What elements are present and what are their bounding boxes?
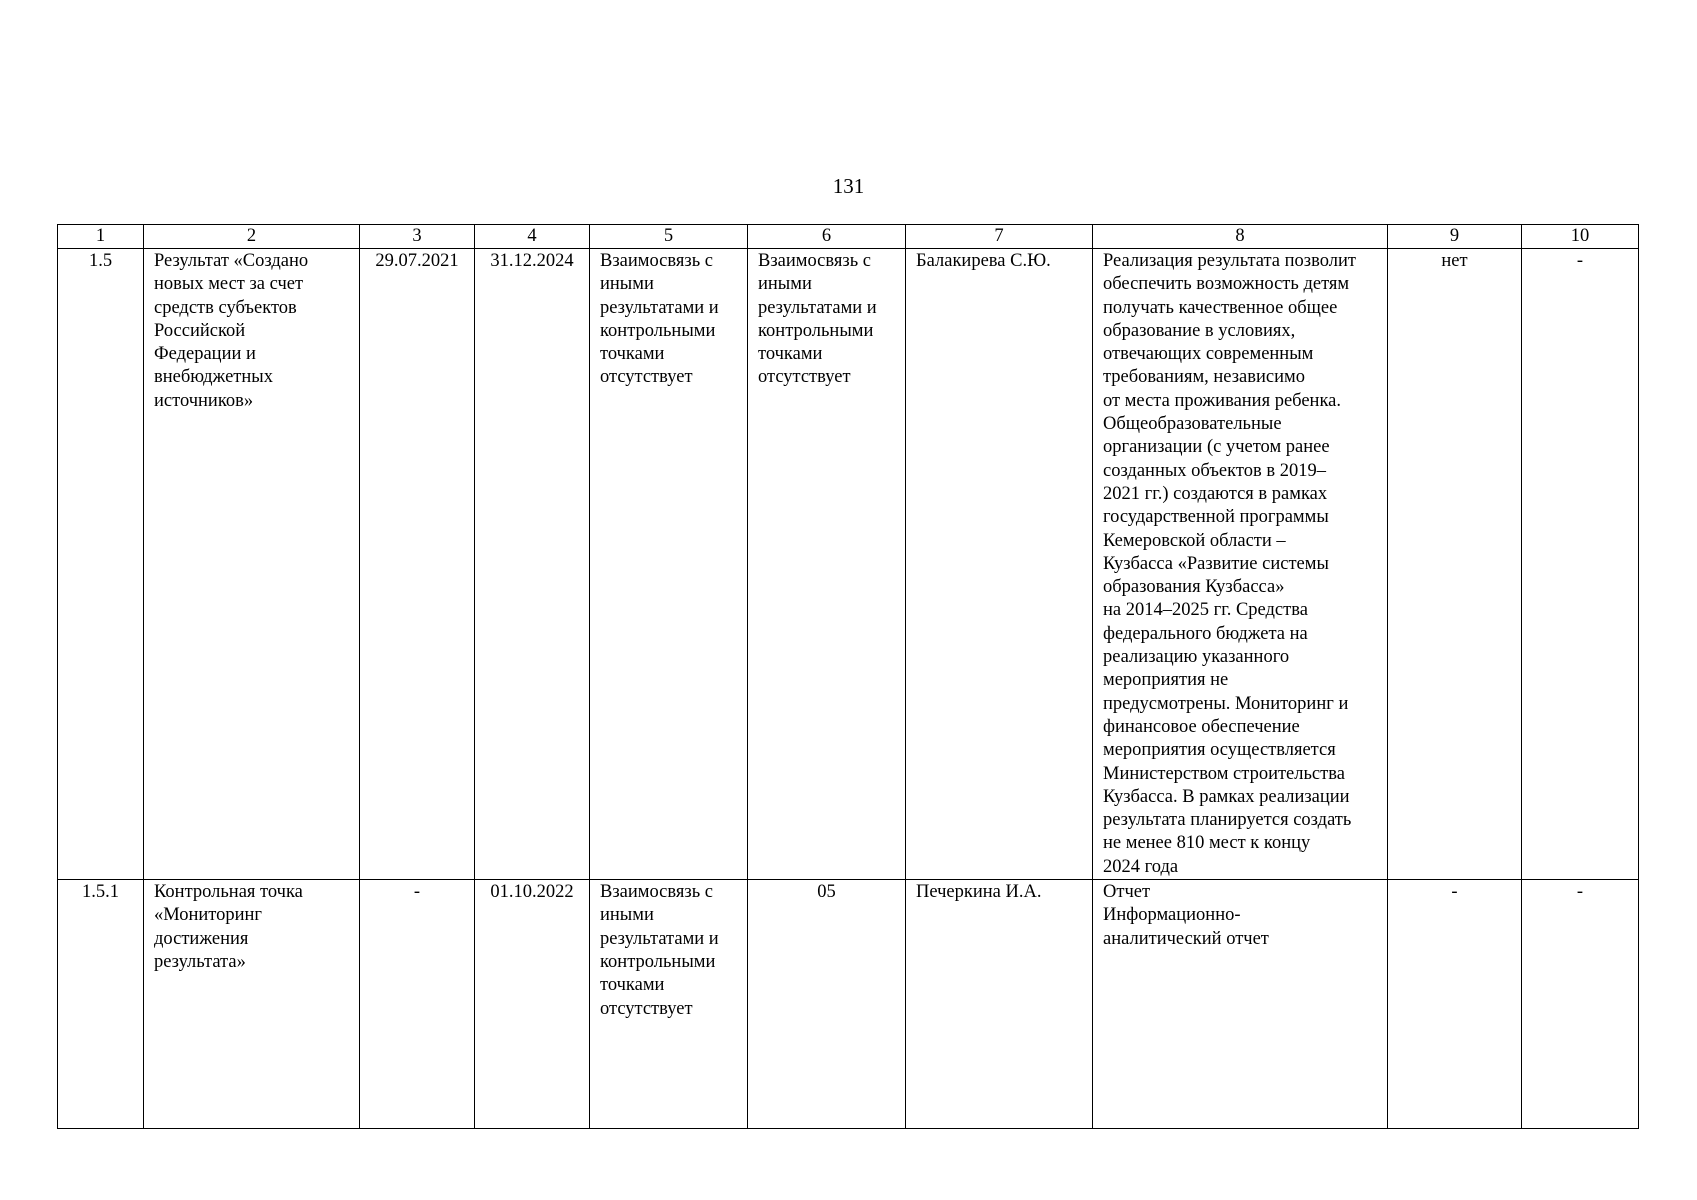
responsible-person: Балакирева С.Ю. bbox=[906, 249, 1093, 880]
column-9-value: - bbox=[1388, 880, 1522, 1129]
end-date: 01.10.2022 bbox=[475, 880, 590, 1129]
column-number-header: 6 bbox=[748, 225, 906, 249]
column-number-header: 8 bbox=[1093, 225, 1388, 249]
table-row bbox=[58, 249, 1639, 880]
column-10-value: - bbox=[1522, 249, 1639, 880]
result-name: Результат «Создано новых мест за счет средств субъектов Российской Федерации и внебюджетных источников» bbox=[144, 249, 360, 880]
column-number-header: 4 bbox=[475, 225, 590, 249]
predecessors-cell: Взаимосвязь с иными результатами и контрольными точками отсутствует bbox=[590, 249, 748, 880]
row-number: 1.5.1 bbox=[58, 880, 144, 1129]
column-number-header: 2 bbox=[144, 225, 360, 249]
page-number: 131 bbox=[832, 174, 865, 198]
end-date: 31.12.2024 bbox=[475, 249, 590, 880]
description-cell: Отчет Информационно- аналитический отчет bbox=[1093, 880, 1388, 1129]
column-number-row bbox=[58, 225, 1639, 249]
column-number-header: 9 bbox=[1388, 225, 1522, 249]
result-name: Контрольная точка «Мониторинг достижения результата» bbox=[144, 880, 360, 1129]
predecessors-cell: Взаимосвязь с иными результатами и контрольными точками отсутствует bbox=[590, 880, 748, 1129]
column-number-header: 3 bbox=[360, 225, 475, 249]
responsible-person: Печеркина И.А. bbox=[906, 880, 1093, 1129]
column-9-value: нет bbox=[1388, 249, 1522, 880]
start-date: - bbox=[360, 880, 475, 1129]
table-row bbox=[58, 880, 1639, 1129]
successors-cell: 05 bbox=[748, 880, 906, 1129]
column-number-header: 10 bbox=[1522, 225, 1639, 249]
column-number-header: 1 bbox=[58, 225, 144, 249]
successors-cell: Взаимосвязь с иными результатами и контрольными точками отсутствует bbox=[748, 249, 906, 880]
description-cell: Реализация результата позволит обеспечить возможность детям получать качественное общее образование в условиях, отвечающих современным требованиям, независимо от места проживания ребенка. Общеобразовательные организации (с учетом ранее созданных объектов в 2019– 2021 гг.) создаются в рамках государственной программы Кемеровской области – Кузбасса «Развитие системы образования Кузбасса» на 2014–2025 гг. Средства федерального бюджета на реализацию указанного мероприятия не предусмотрены. Мониторинг и финансовое обеспечение мероприятия осуществляется Министерством строительства Кузбасса. В рамках реализации результата планируется создать не менее 810 мест к концу 2024 года bbox=[1093, 249, 1388, 880]
row-number: 1.5 bbox=[58, 249, 144, 880]
column-number-header: 5 bbox=[590, 225, 748, 249]
column-10-value: - bbox=[1522, 880, 1639, 1129]
control-points-table bbox=[57, 224, 1639, 1129]
start-date: 29.07.2021 bbox=[360, 249, 475, 880]
column-number-header: 7 bbox=[906, 225, 1093, 249]
